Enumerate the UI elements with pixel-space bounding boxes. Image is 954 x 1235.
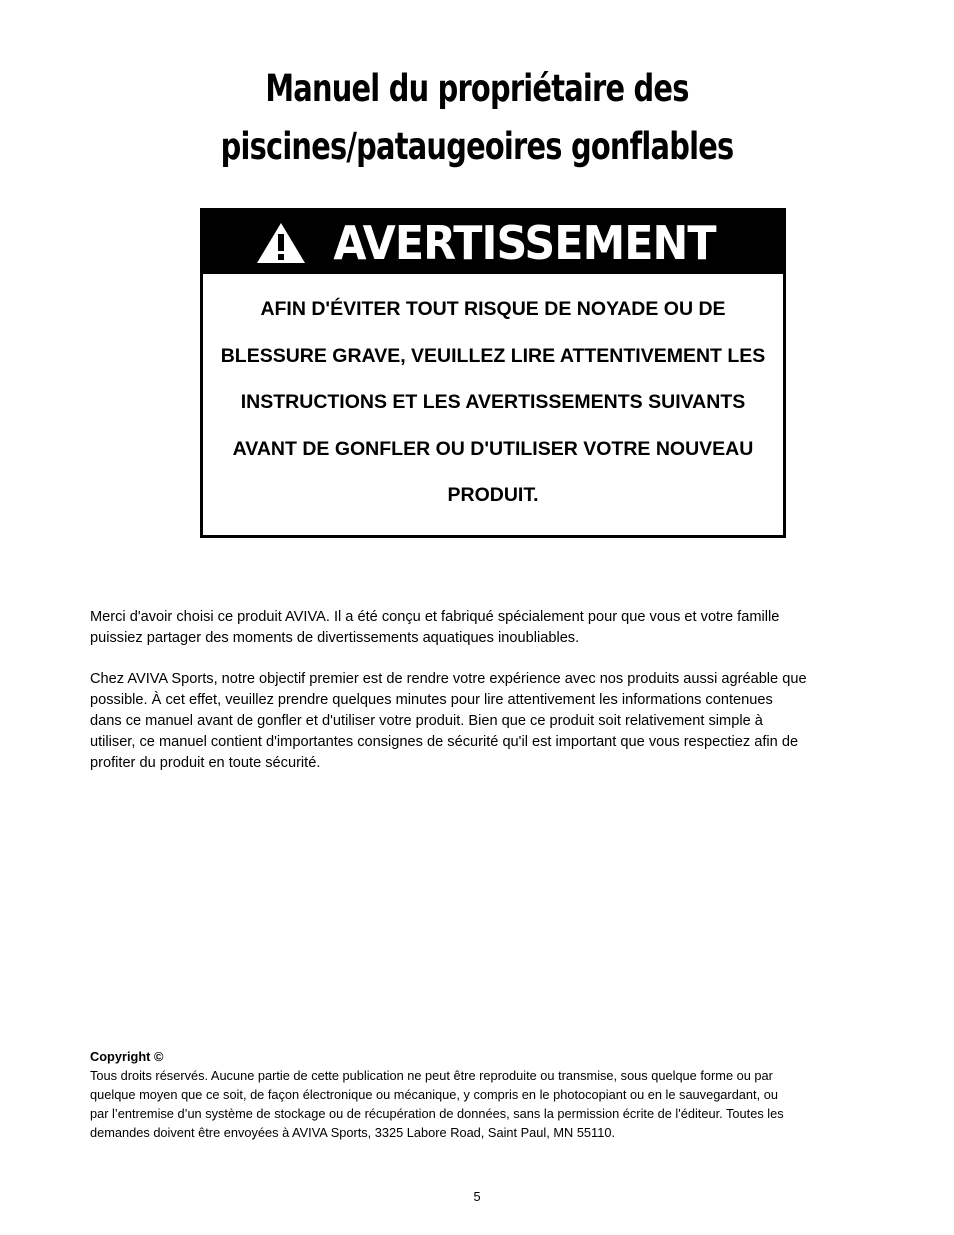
warning-message-line: BLESSURE GRAVE, VEUILLEZ LIRE ATTENTIVEMENT LES	[220, 344, 766, 367]
paragraph-line: utiliser, ce manuel contient d'importantes consignes de sécurité qu'il est important que vous respectiez afin de	[90, 734, 799, 750]
warning-message-line: PRODUIT.	[447, 484, 539, 506]
intro-paragraph-1	[90, 607, 880, 649]
intro-paragraph-2	[90, 669, 880, 774]
copyright-line: quelque moyen que ce soit, de façon électronique ou mécanique, y compris en le photocopiant ou en le sauvegardant, ou	[90, 1087, 778, 1102]
page-title	[105, 60, 849, 176]
warning-message	[203, 274, 783, 519]
warning-box	[200, 208, 786, 538]
copyright-notice	[90, 1047, 890, 1142]
page-title-line-2: piscines/pataugeoires gonflables	[220, 125, 734, 168]
copyright-heading: Copyright ©	[90, 1049, 164, 1064]
warning-heading: AVERTISSEMENT	[333, 215, 717, 270]
warning-message-line: INSTRUCTIONS ET LES AVERTISSEMENTS SUIVANTS	[240, 391, 746, 413]
paragraph-line: Merci d'avoir choisi ce produit AVIVA. Il a été conçu et fabriqué spécialement pour que vous et votre famille	[90, 609, 780, 625]
page-title-line-1: Manuel du propriétaire des	[265, 67, 689, 110]
warning-message-line: AVANT DE GONFLER OU D'UTILISER VOTRE NOUVEAU	[232, 437, 754, 460]
warning-header	[203, 211, 783, 274]
page-number: 5	[473, 1189, 481, 1204]
paragraph-line: profiter du produit en toute sécurité.	[90, 755, 321, 771]
warning-message-line: AFIN D'ÉVITER TOUT RISQUE DE NOYADE OU DE	[260, 298, 726, 320]
copyright-line: par l’entremise d’un système de stockage ou de récupération de données, sans la permission écrite de l'éditeur. Toutes les	[90, 1106, 784, 1121]
paragraph-line: puissiez partager des moments de divertissements aquatiques inoubliables.	[90, 630, 580, 646]
copyright-line: demandes doivent être envoyées à AVIVA Sports, 3325 Labore Road, Saint Paul, MN 55110.	[90, 1125, 616, 1140]
paragraph-line: dans ce manuel avant de gonfler et d'utiliser votre produit. Bien que ce produit soit relativement simple à	[90, 713, 763, 729]
paragraph-line: Chez AVIVA Sports, notre objectif premier est de rendre votre expérience avec nos produits aussi agréable que	[90, 671, 807, 687]
paragraph-line: possible. À cet effet, veuillez prendre quelques minutes pour lire attentivement les informations contenues	[90, 692, 773, 708]
warning-triangle-icon	[255, 221, 307, 265]
copyright-line: Tous droits réservés. Aucune partie de cette publication ne peut être reproduite ou transmise, sous quelque forme ou par	[90, 1068, 773, 1083]
